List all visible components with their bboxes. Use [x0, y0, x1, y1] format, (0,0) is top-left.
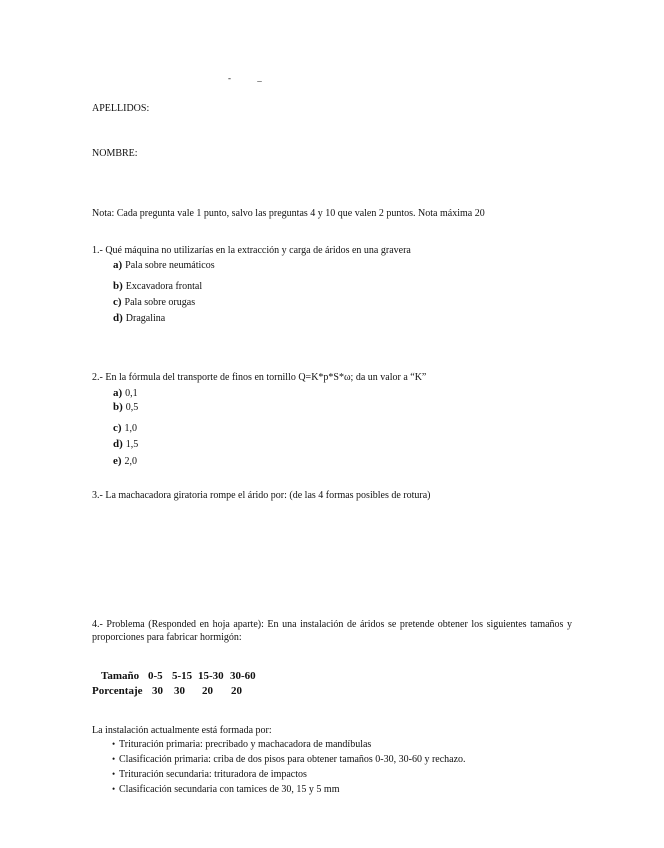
proportions-table-row-percent	[92, 685, 242, 698]
q2-option-b	[113, 401, 138, 414]
q2-option-d-letter: d)	[113, 438, 123, 450]
percent-value-1: 30	[152, 685, 163, 697]
q2-option-c	[113, 422, 137, 435]
nombre-label: NOMBRE:	[92, 148, 138, 159]
q1-option-d-text: Dragalina	[125, 313, 166, 324]
q1-option-b-letter: b)	[113, 280, 123, 292]
q2-option-d	[113, 438, 138, 451]
q1-option-a-text: Pala sobre neumáticos	[125, 260, 215, 271]
proportions-table-row-sizes	[101, 670, 256, 683]
q1-option-c-letter: c)	[113, 296, 122, 308]
installation-item: • Trituración secundaria: trituradora de impactos	[112, 767, 466, 782]
question-2-text: 2.- En la fórmula del transporte de finos en tornillo Q=K*p*S*ω; da un valor a “K”	[92, 372, 427, 383]
installation-item: • Trituración primaria: precribado y machacadora de mandíbulas	[112, 737, 466, 752]
q1-option-c-text: Pala sobre orugas	[124, 297, 196, 308]
size-value-3: 15-30	[198, 670, 224, 682]
q2-option-a-letter: a)	[113, 387, 123, 399]
size-value-1: 0-5	[148, 670, 163, 682]
q2-option-d-text: 1,5	[125, 439, 139, 450]
percent-row-label: Porcentaje	[92, 685, 143, 697]
size-row-label: Tamaño	[101, 670, 140, 682]
q2-option-c-letter: c)	[113, 422, 122, 434]
q2-option-b-text: 0,5	[125, 402, 139, 413]
header-marks: - _	[228, 73, 274, 83]
q2-option-e	[113, 455, 137, 468]
q2-option-a	[113, 387, 138, 400]
grading-note: Nota: Cada pregunta vale 1 punto, salvo las preguntas 4 y 10 que valen 2 puntos. Nota máxima 20	[92, 208, 485, 219]
q2-option-e-text: 2,0	[124, 456, 138, 467]
q1-option-a-letter: a)	[113, 259, 123, 271]
q2-option-e-letter: e)	[113, 455, 122, 467]
size-value-2: 5-15	[172, 670, 193, 682]
percent-value-4: 20	[231, 685, 242, 697]
q1-option-b-text: Excavadora frontal	[125, 281, 203, 292]
size-value-4: 30-60	[230, 670, 256, 682]
question-3-text: 3.- La machacadora giratoria rompe el árido por: (de las 4 formas posibles de rotura)	[92, 490, 431, 501]
q1-option-c	[113, 296, 195, 309]
installation-intro: La instalación actualmente está formada por:	[92, 725, 272, 736]
installation-item: • Clasificación secundaria con tamices de 30, 15 y 5 mm	[112, 782, 466, 797]
installation-list	[112, 737, 466, 797]
question-1-text: 1.- Qué máquina no utilizarías en la extracción y carga de áridos en una gravera	[92, 245, 411, 256]
q2-option-a-text: 0,1	[125, 388, 138, 399]
question-4-text: 4.- Problema (Responded en hoja aparte): En una instalación de áridos se pretende obtener los siguientes tamaños y proporciones para fabricar hormigón:	[92, 619, 572, 643]
q2-option-b-letter: b)	[113, 401, 123, 413]
q1-option-d-letter: d)	[113, 312, 123, 324]
percent-value-2: 30	[174, 685, 185, 697]
q1-option-b	[113, 280, 202, 293]
q2-option-c-text: 1,0	[124, 423, 138, 434]
apellidos-label: APELLIDOS:	[92, 103, 150, 114]
q1-option-a	[113, 259, 215, 272]
percent-value-3: 20	[202, 685, 213, 697]
installation-item: • Clasificación primaria: criba de dos pisos para obtener tamaños 0-30, 30-60 y rechazo.	[112, 752, 466, 767]
q1-option-d	[113, 312, 165, 325]
